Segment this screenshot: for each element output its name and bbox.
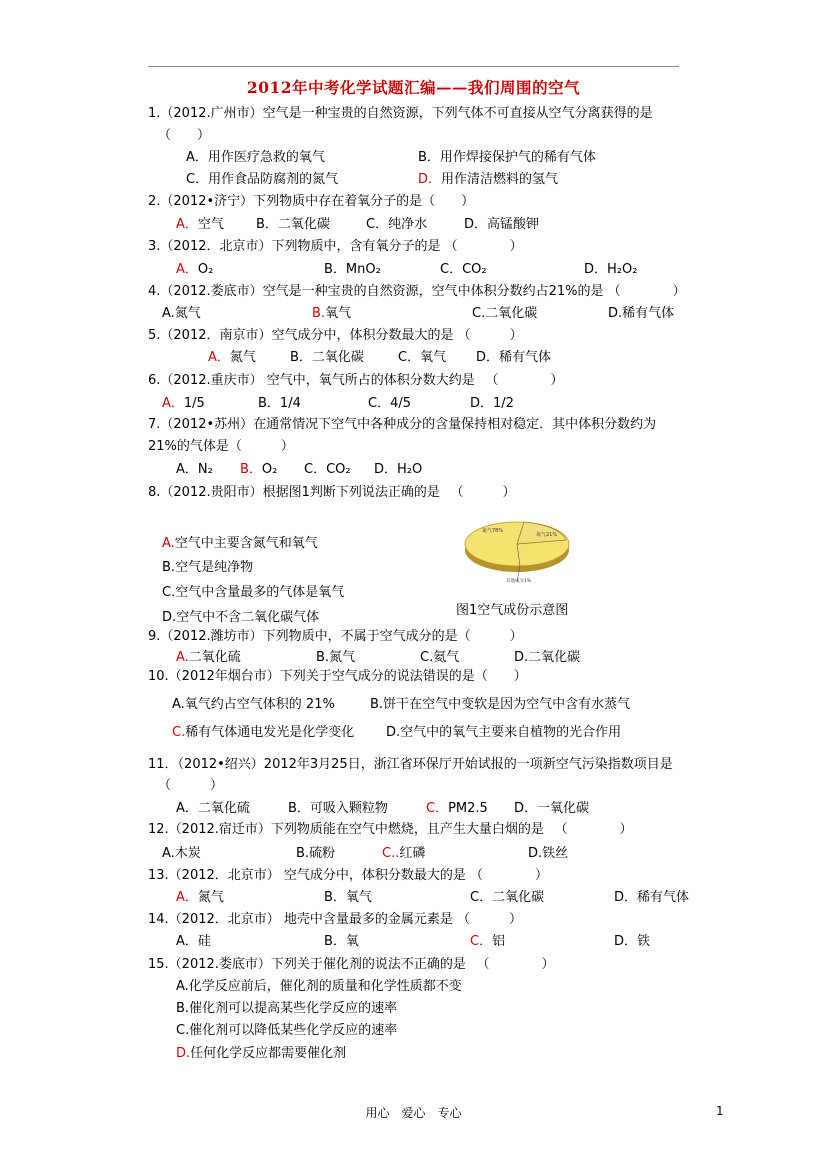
air-composition-pie-figure bbox=[462, 512, 577, 584]
question-6-option-b: B．1/4 bbox=[258, 396, 301, 411]
question-1-option-b: B．用作焊接保护气的稀有气体 bbox=[418, 150, 596, 165]
question-13-option-d: D．稀有气体 bbox=[614, 890, 690, 905]
question-13-option-b: B．氧气 bbox=[324, 890, 372, 905]
question-15-option-a: A.化学反应前后，催化剂的质量和化学性质都不变 bbox=[176, 979, 462, 994]
question-3-option-b: B．MnO₂ bbox=[324, 262, 381, 277]
question-4-option-d: D.稀有气体 bbox=[608, 306, 675, 321]
question-5-stem: 5.（2012．南京市）空气成分中，体积分数最大的是 （ ） bbox=[148, 328, 523, 343]
question-8-option-d: D.空气中不含二氧化碳气体 bbox=[162, 610, 320, 625]
question-8-stem: 8.（2012.贵阳市）根据图1判断下列说法正确的是 （ ） bbox=[148, 485, 516, 500]
pie-label-oxygen: 氧气21% bbox=[536, 532, 558, 538]
question-11-blank: （ ） bbox=[158, 778, 224, 793]
page-footer: 用心 爱心 专心 bbox=[365, 1106, 462, 1120]
figure-1-caption: 图1空气成份示意图 bbox=[456, 603, 569, 618]
question-9-option-b: B.氮气 bbox=[316, 650, 356, 665]
question-12-option-d: D.铁丝 bbox=[528, 846, 569, 861]
question-8-option-a: A.空气中主要含氮气和氧气 bbox=[162, 536, 318, 551]
question-9-option-c: C.氦气 bbox=[420, 650, 460, 665]
question-10-option-a: A.氧气约占空气体积的 21% bbox=[172, 697, 335, 712]
question-2-stem: 2.（2012•济宁）下列物质中存在着氧分子的是（ ） bbox=[148, 194, 475, 209]
question-14-option-a: A．硅 bbox=[176, 934, 211, 949]
question-15-option-c: C.催化剂可以降低某些化学反应的速率 bbox=[176, 1023, 398, 1038]
question-13-option-c: C．二氧化碳 bbox=[470, 890, 545, 905]
question-10-option-b: B.饼干在空气中变软是因为空气中含有水蒸气 bbox=[370, 697, 631, 712]
question-11-option-b: B．可吸入颗粒物 bbox=[288, 801, 388, 816]
question-7-stem: 7.（2012•苏州）在通常情况下空气中各种成分的含量保持相对稳定．其中体积分数约为 bbox=[148, 417, 657, 432]
question-3-stem: 3.（2012．北京市）下列物质中，含有氧分子的是 （ ） bbox=[148, 239, 523, 254]
question-6-option-c: C．4/5 bbox=[368, 396, 411, 411]
question-5-option-b: B．二氧化碳 bbox=[290, 350, 364, 365]
question-7-stem-cont: 21%的气体是（ ） bbox=[148, 439, 294, 454]
question-3-option-a: A．O₂ bbox=[176, 262, 214, 277]
question-2-option-d: D．高锰酸钾 bbox=[464, 217, 540, 232]
question-10-stem: 10.（2012年烟台市）下列关于空气成分的说法错误的是（ ） bbox=[148, 669, 527, 684]
question-2-option-b: B．二氧化碳 bbox=[256, 217, 330, 232]
question-10-option-c: C.稀有气体通电发光是化学变化 bbox=[172, 725, 355, 740]
question-6-option-a: A．1/5 bbox=[162, 396, 205, 411]
question-12-option-b: B.硫粉 bbox=[296, 846, 336, 861]
question-15-stem: 15.（2012.娄底市）下列关于催化剂的说法不正确的是 （ ） bbox=[148, 957, 555, 972]
question-5-option-c: C．氧气 bbox=[398, 350, 447, 365]
question-8-option-b: B.空气是纯净物 bbox=[162, 560, 254, 575]
question-11-stem: 11．（2012•绍兴）2012年3月25日，浙江省环保厅开始试报的一项新空气污染指数项目是 bbox=[148, 757, 673, 772]
question-14-stem: 14.（2012．北京市） 地壳中含量最多的金属元素是 （ ） bbox=[148, 912, 523, 927]
question-1-option-c: C．用作食品防腐剂的氮气 bbox=[186, 172, 339, 187]
question-1-option-d: D．用作清洁燃料的氢气 bbox=[418, 172, 559, 187]
question-3-option-c: C．CO₂ bbox=[440, 262, 487, 277]
question-6-option-d: D．1/2 bbox=[470, 396, 514, 411]
question-12-option-a: A.木炭 bbox=[162, 846, 201, 861]
page-title: 2012年中考化学试题汇编——我们周围的空气 bbox=[246, 78, 581, 97]
question-14-option-b: B．氧 bbox=[324, 934, 359, 949]
question-11-option-d: D．一氧化碳 bbox=[514, 801, 590, 816]
question-13-option-a: A．氮气 bbox=[176, 890, 224, 905]
question-2-option-c: C．纯净水 bbox=[366, 217, 428, 232]
question-14-option-d: D．铁 bbox=[614, 934, 651, 949]
question-5-option-d: D．稀有气体 bbox=[476, 350, 552, 365]
question-1-stem: 1.（2012.广州市）空气是一种宝贵的自然资源，下列气体不可直接从空气分离获得的是 bbox=[148, 106, 653, 121]
pie-label-other: 其他成分1% bbox=[506, 579, 532, 584]
question-11-option-c: C．PM2.5 bbox=[426, 801, 488, 816]
question-14-option-c: C．铝 bbox=[470, 934, 506, 949]
question-8-option-c: C.空气中含量最多的气体是氧气 bbox=[162, 585, 345, 600]
question-7-option-c: C．CO₂ bbox=[304, 462, 351, 477]
question-1-option-a: A．用作医疗急救的氧气 bbox=[186, 150, 325, 165]
question-6-stem: 6.（2012.重庆市） 空气中，氧气所占的体积分数大约是 （ ） bbox=[148, 373, 564, 388]
question-4-option-a: A.氮气 bbox=[162, 306, 201, 321]
question-2-option-a: A．空气 bbox=[176, 217, 224, 232]
question-12-option-c: C..红磷 bbox=[382, 846, 426, 861]
question-7-option-b: B．O₂ bbox=[240, 462, 278, 477]
question-4-stem: 4.（2012.娄底市）空气是一种宝贵的自然资源，空气中体积分数约占21%的是 （ ） bbox=[148, 284, 686, 299]
question-7-option-d: D．H₂O bbox=[374, 462, 423, 477]
page-number: 1 bbox=[716, 1104, 724, 1118]
question-9-stem: 9.（2012.潍坊市）下列物质中，不属于空气成分的是（ ） bbox=[148, 629, 523, 644]
question-15-option-b: B.催化剂可以提高某些化学反应的速率 bbox=[176, 1001, 398, 1016]
question-7-option-a: A．N₂ bbox=[176, 462, 213, 477]
question-5-option-a: A．氮气 bbox=[208, 350, 256, 365]
question-9-option-d: D.二氧化碳 bbox=[514, 650, 581, 665]
header-rule bbox=[148, 66, 679, 67]
question-12-stem: 12.（2012.宿迁市）下列物质能在空气中燃烧，且产生大量白烟的是 （ ） bbox=[148, 822, 633, 837]
question-11-option-a: A．二氧化硫 bbox=[176, 801, 250, 816]
pie-label-nitrogen: 氮气78% bbox=[482, 528, 504, 534]
question-4-option-b: B.氧气 bbox=[312, 306, 352, 321]
question-4-option-c: C.二氧化碳 bbox=[472, 306, 538, 321]
question-15-option-d: D.任何化学反应都需要催化剂 bbox=[176, 1046, 347, 1061]
question-10-option-d: D.空气中的氧气主要来自植物的光合作用 bbox=[386, 725, 622, 740]
question-1-blank: （ ） bbox=[158, 128, 211, 143]
question-9-option-a: A.二氧化硫 bbox=[176, 650, 241, 665]
question-3-option-d: D．H₂O₂ bbox=[584, 262, 638, 277]
question-13-stem: 13.（2012．北京市） 空气成分中，体积分数最大的是 （ ） bbox=[148, 868, 549, 883]
